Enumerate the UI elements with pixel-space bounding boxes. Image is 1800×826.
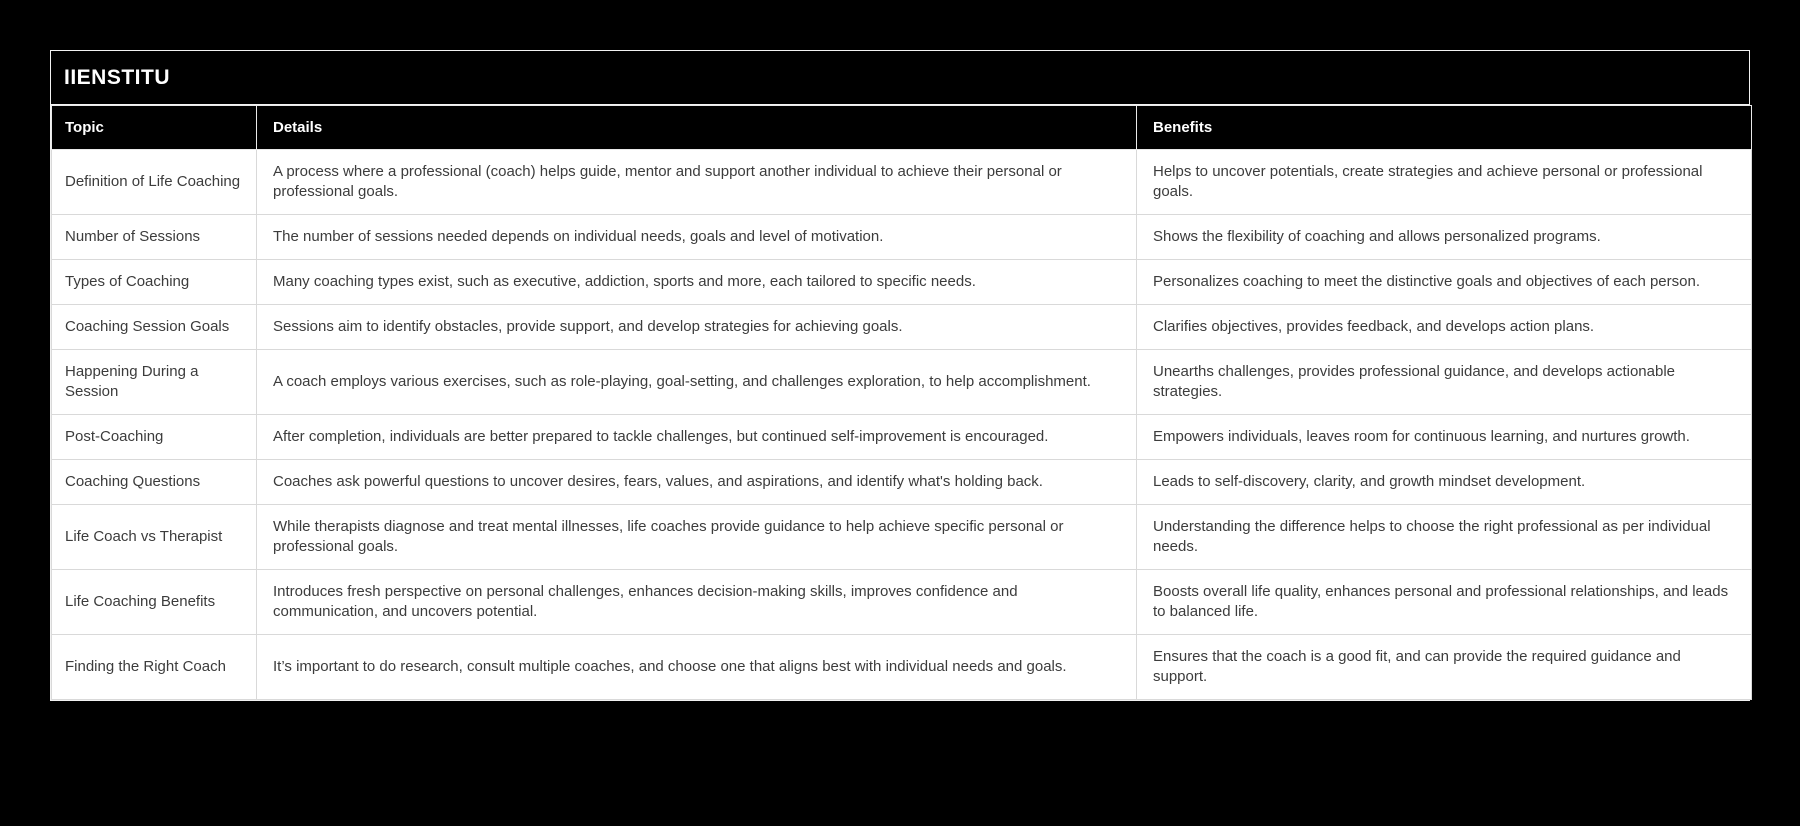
table-row <box>52 460 1752 505</box>
cell-benefits: Shows the flexibility of coaching and allows personalized programs. <box>1137 215 1752 260</box>
table-row <box>52 150 1752 215</box>
table-row <box>52 305 1752 350</box>
table-header <box>52 106 1752 150</box>
cell-benefits: Empowers individuals, leaves room for continuous learning, and nurtures growth. <box>1137 415 1752 460</box>
cell-details: A process where a professional (coach) helps guide, mentor and support another individual to achieve their personal or professional goals. <box>257 150 1137 215</box>
cell-topic: Coaching Session Goals <box>52 305 257 350</box>
table-row <box>52 570 1752 635</box>
cell-details: While therapists diagnose and treat mental illnesses, life coaches provide guidance to help achieve specific personal or professional goals. <box>257 505 1137 570</box>
cell-topic: Types of Coaching <box>52 260 257 305</box>
table-row <box>52 635 1752 700</box>
cell-details: Coaches ask powerful questions to uncover desires, fears, values, and aspirations, and identify what's holding back. <box>257 460 1137 505</box>
cell-topic: Life Coaching Benefits <box>52 570 257 635</box>
cell-topic: Happening During a Session <box>52 350 257 415</box>
cell-topic: Finding the Right Coach <box>52 635 257 700</box>
table-title-bar <box>51 51 1749 105</box>
cell-benefits: Personalizes coaching to meet the distinctive goals and objectives of each person. <box>1137 260 1752 305</box>
cell-details: After completion, individuals are better prepared to tackle challenges, but continued self-improvement is encouraged. <box>257 415 1137 460</box>
cell-details: Introduces fresh perspective on personal challenges, enhances decision-making skills, improves confidence and communication, and uncovers potential. <box>257 570 1137 635</box>
column-header-topic: Topic <box>52 106 257 150</box>
table-row <box>52 350 1752 415</box>
table-row <box>52 215 1752 260</box>
table-header-row <box>52 106 1752 150</box>
coaching-table <box>51 105 1752 700</box>
cell-benefits: Unearths challenges, provides professional guidance, and develops actionable strategies. <box>1137 350 1752 415</box>
cell-details: A coach employs various exercises, such as role-playing, goal-setting, and challenges exploration, to help accomplishment. <box>257 350 1137 415</box>
cell-benefits: Clarifies objectives, provides feedback, and develops action plans. <box>1137 305 1752 350</box>
column-header-details: Details <box>257 106 1137 150</box>
cell-details: Sessions aim to identify obstacles, provide support, and develop strategies for achieving goals. <box>257 305 1137 350</box>
cell-topic: Post-Coaching <box>52 415 257 460</box>
cell-details: The number of sessions needed depends on individual needs, goals and level of motivation. <box>257 215 1137 260</box>
brand-title: IIENSTITU <box>64 66 171 89</box>
cell-topic: Life Coach vs Therapist <box>52 505 257 570</box>
table-row <box>52 260 1752 305</box>
column-header-benefits: Benefits <box>1137 106 1752 150</box>
cell-benefits: Helps to uncover potentials, create strategies and achieve personal or professional goals. <box>1137 150 1752 215</box>
cell-topic: Definition of Life Coaching <box>52 150 257 215</box>
cell-benefits: Understanding the difference helps to choose the right professional as per individual needs. <box>1137 505 1752 570</box>
cell-details: It’s important to do research, consult multiple coaches, and choose one that aligns best with individual needs and goals. <box>257 635 1137 700</box>
cell-benefits: Ensures that the coach is a good fit, and can provide the required guidance and support. <box>1137 635 1752 700</box>
table-row <box>52 505 1752 570</box>
table-row <box>52 415 1752 460</box>
coaching-table-card <box>50 50 1750 701</box>
cell-topic: Number of Sessions <box>52 215 257 260</box>
cell-benefits: Leads to self-discovery, clarity, and growth mindset development. <box>1137 460 1752 505</box>
cell-benefits: Boosts overall life quality, enhances personal and professional relationships, and leads to balanced life. <box>1137 570 1752 635</box>
cell-topic: Coaching Questions <box>52 460 257 505</box>
table-body <box>52 150 1752 700</box>
cell-details: Many coaching types exist, such as executive, addiction, sports and more, each tailored to specific needs. <box>257 260 1137 305</box>
